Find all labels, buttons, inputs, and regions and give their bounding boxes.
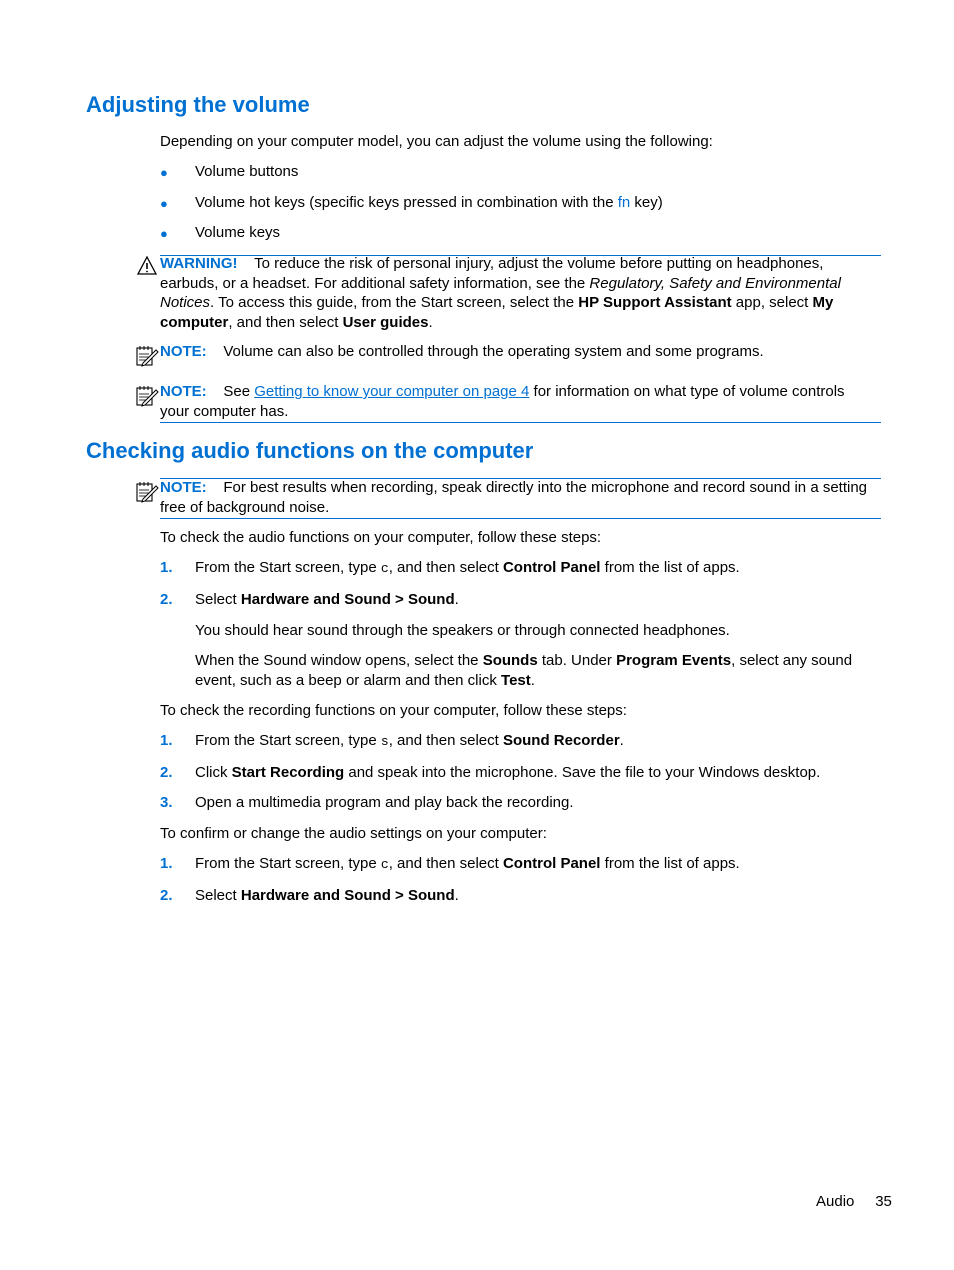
step-text-part: From the Start screen, type [195, 855, 381, 872]
note-text: For best results when recording, speak directly into the microphone and record sound in a setting free of background noise. [160, 479, 868, 516]
typed-key: s [380, 734, 389, 749]
step-text [195, 731, 624, 752]
section-heading-checking-audio: Checking audio functions on the computer [86, 438, 534, 463]
step-text-part: , and then select [388, 732, 503, 749]
warning-text: . To access this guide, from the Start screen, select the [210, 294, 579, 311]
warning-text: . [428, 313, 433, 331]
list-item: Volume buttons [195, 163, 299, 180]
note-pad-icon [135, 385, 159, 407]
warning-guide-title: Regulatory, Safety and Environmental Notices [160, 274, 841, 311]
step-number: 2. [160, 764, 173, 781]
warning-my-computer: My computer [160, 294, 834, 331]
typed-key: c [380, 857, 389, 872]
step-number: 1. [160, 855, 173, 872]
warning-text: , and then select [228, 313, 343, 331]
step-text-part: . [454, 591, 459, 608]
step-text [195, 854, 740, 875]
step-bold-term: Control Panel [502, 855, 601, 872]
detail-text-part: When the Sound window opens, select the [195, 652, 483, 669]
detail-text-part: tab. Under [537, 652, 617, 669]
step-text-part: from the list of apps. [600, 559, 740, 576]
detail-bold-term: Test [501, 671, 531, 689]
steps-intro: To check the audio functions on your computer, follow these steps: [160, 529, 602, 546]
step-bold-term: Hardware and Sound > Sound [240, 591, 455, 608]
page-footer [816, 1192, 892, 1212]
warning-app-name: HP Support Assistant [578, 294, 732, 311]
step-text-part: Select [195, 887, 241, 904]
bullet-mark: ● [160, 226, 168, 241]
note-box [160, 382, 860, 421]
step-text-part: , and then select [388, 855, 503, 872]
note-text: Volume can also be controlled through the operating system and some programs. [223, 343, 764, 360]
warning-box [160, 254, 884, 332]
step-bold-term: Sound Recorder [502, 732, 620, 749]
section-intro: Depending on your computer model, you can adjust the volume using the following: [160, 133, 713, 150]
note-pad-icon [135, 481, 159, 503]
detail-bold-term: Program Events [616, 652, 732, 669]
bullet-mark: ● [160, 165, 168, 180]
step-number: 3. [160, 794, 173, 811]
note-text: for information on what type of volume controls your computer has. [160, 383, 845, 420]
note-label: NOTE: [160, 383, 207, 400]
note-bottom-rule [160, 518, 881, 519]
step-bold-term: Control Panel [502, 559, 601, 576]
step-text [195, 763, 820, 783]
note-label: NOTE: [160, 343, 207, 360]
warning-text: app, select [731, 294, 813, 311]
note-box [160, 478, 884, 517]
step-text-part: . [619, 732, 624, 749]
detail-text-part: . [530, 671, 535, 689]
list-item-text-suffix: key) [630, 194, 663, 211]
bullet-mark: ● [160, 196, 168, 211]
step-text [195, 590, 459, 610]
step-text [195, 886, 459, 906]
steps-intro: To confirm or change the audio settings on your computer: [160, 825, 547, 842]
step-text-part: From the Start screen, type [195, 559, 381, 576]
note-text: See [223, 383, 255, 400]
step-text-part: Select [195, 591, 241, 608]
warning-triangle-icon [137, 256, 157, 275]
footer-section-name: Audio [816, 1193, 855, 1210]
step-bold-term: Start Recording [231, 764, 345, 781]
step-number: 2. [160, 887, 173, 904]
section-heading-adjusting-volume: Adjusting the volume [86, 92, 310, 117]
step-text-part: From the Start screen, type [195, 732, 381, 749]
note-pad-icon [135, 345, 159, 367]
step-text-part: Click [195, 764, 232, 781]
detail-text-part: , select any sound event, such as a beep or alarm and then click [195, 652, 853, 689]
step-text [195, 558, 740, 579]
list-item [195, 193, 663, 213]
step-number: 1. [160, 732, 173, 749]
list-item: Volume keys [195, 224, 281, 241]
step-detail: You should hear sound through the speakers or through connected headphones. [195, 622, 730, 639]
step-text-part: , and then select [388, 559, 503, 576]
step-number: 2. [160, 591, 173, 608]
step-text-part: and speak into the microphone. Save the file to your Windows desktop. [344, 764, 821, 781]
fn-key-label: fn [617, 194, 631, 211]
warning-user-guides: User guides [342, 313, 429, 331]
warning-text: To reduce the risk of personal injury, adjust the volume before putting on headphones, earbuds, or a headset. For additional safety information, see the [160, 255, 824, 292]
note-box [160, 342, 884, 362]
note-bottom-rule [160, 422, 881, 423]
step-text-part: from the list of apps. [600, 855, 740, 872]
note-label: NOTE: [160, 479, 207, 496]
step-bold-term: Hardware and Sound > Sound [240, 887, 455, 904]
list-item-text: Volume hot keys (specific keys pressed in combination with the [195, 194, 618, 211]
typed-key: c [380, 561, 389, 576]
warning-label: WARNING! [160, 255, 238, 272]
step-text-part: . [454, 887, 459, 904]
page-number: 35 [875, 1193, 892, 1210]
detail-bold-term: Sounds [482, 652, 538, 669]
step-number: 1. [160, 559, 173, 576]
step-text: Open a multimedia program and play back the recording. [195, 794, 574, 811]
cross-reference-link[interactable]: Getting to know your computer on page 4 [254, 383, 530, 400]
step-detail [195, 651, 865, 690]
steps-intro: To check the recording functions on your computer, follow these steps: [160, 702, 627, 719]
